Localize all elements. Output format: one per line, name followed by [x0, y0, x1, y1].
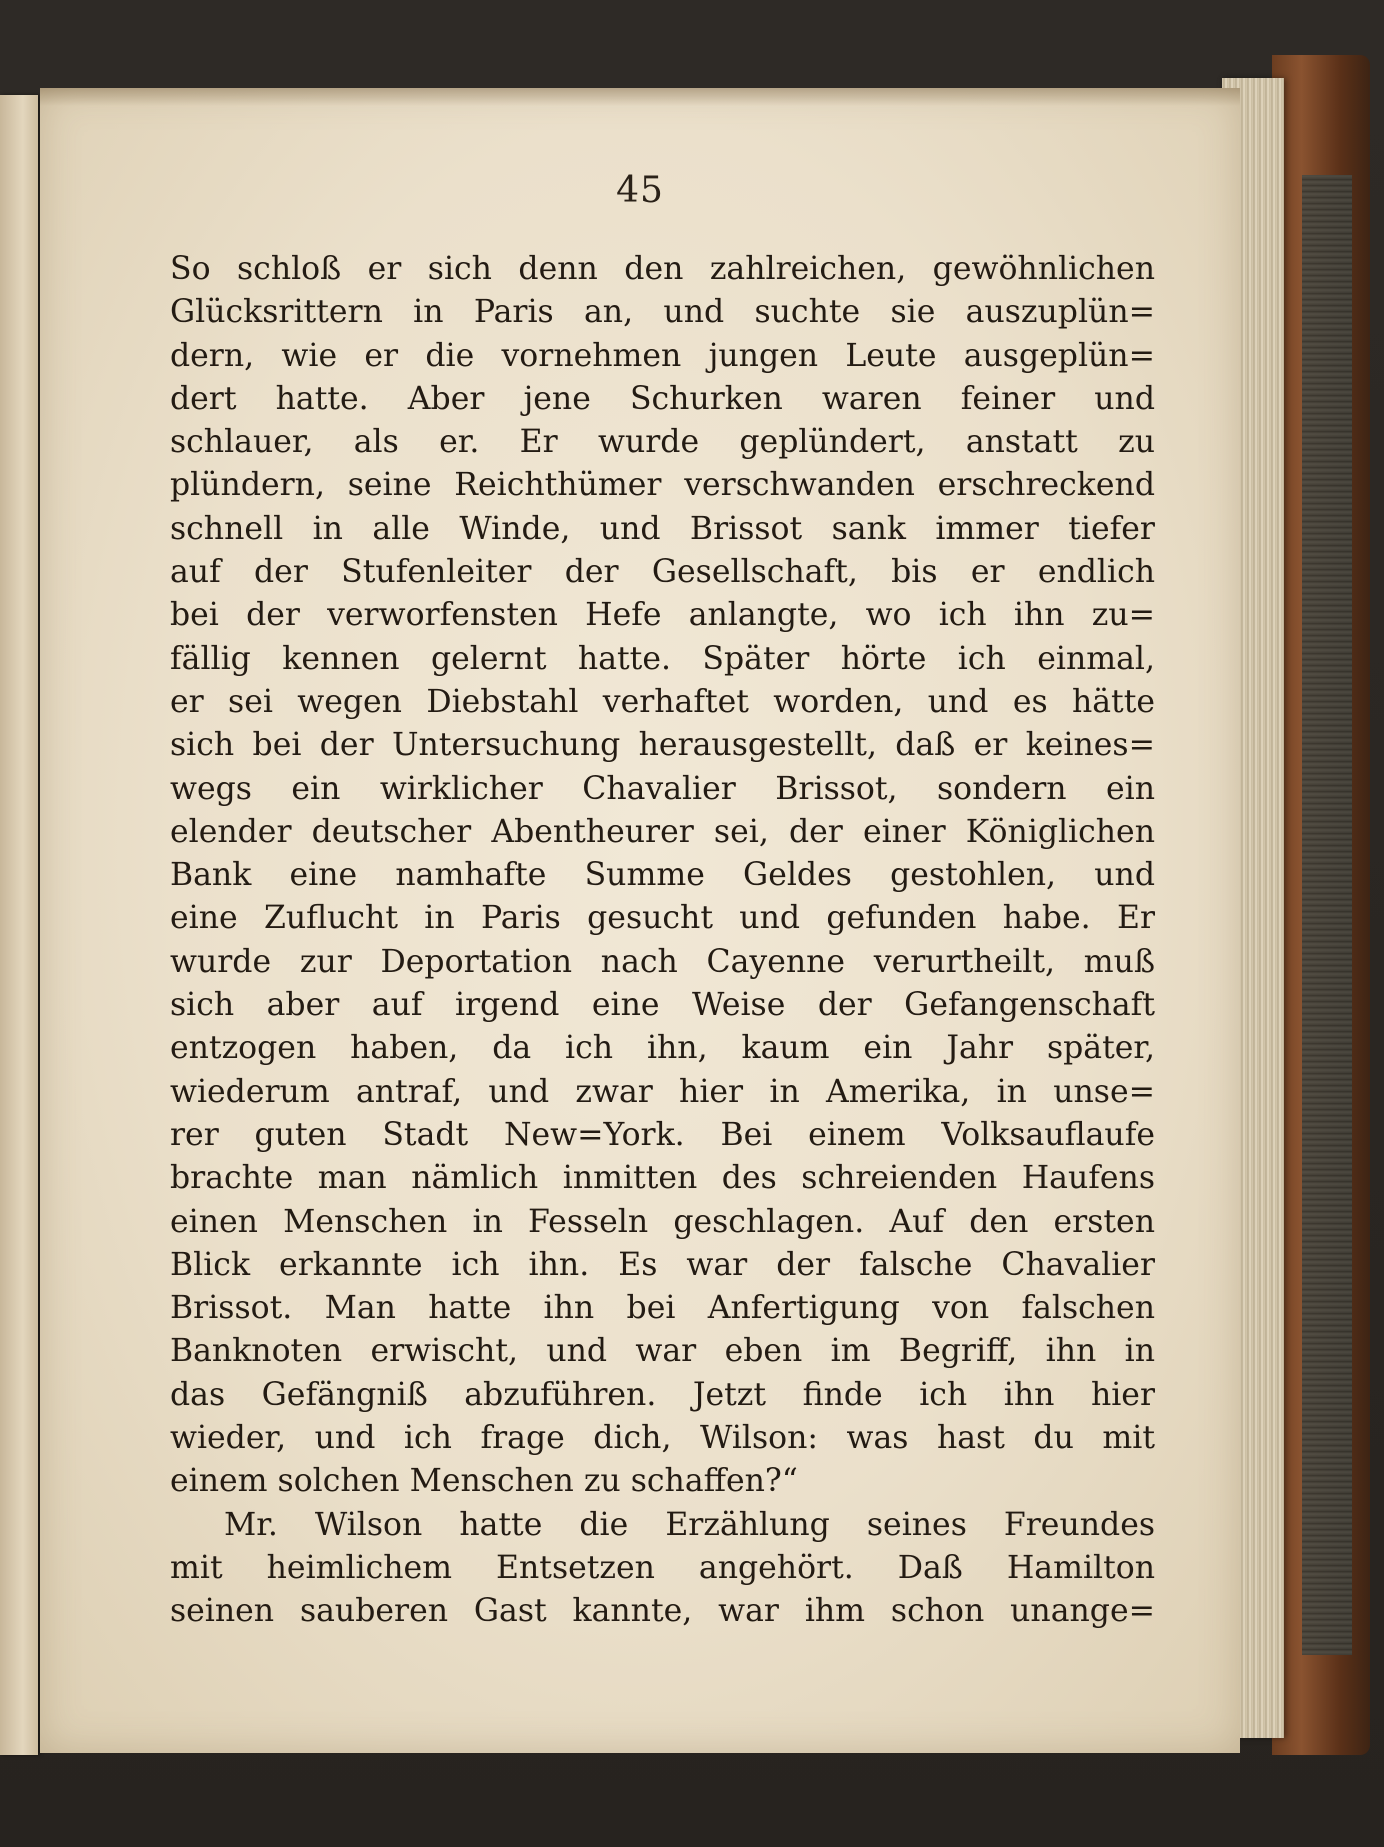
book-page — [40, 88, 1240, 1753]
text-line: elender deutscher Abentheurer sei, der einer Königlichen — [170, 813, 1155, 850]
text-line: mit heimlichem Entsetzen angehört. Daß Hamilton — [170, 1549, 1155, 1586]
text-line: wieder, und ich frage dich, Wilson: was hast du mit — [170, 1420, 1155, 1457]
text-line: Mr. Wilson hatte die Erzählung seines Freundes — [224, 1506, 1155, 1543]
text-line: schnell in alle Winde, und Brissot sank immer tiefer — [170, 510, 1155, 547]
text-line: Glücksrittern in Paris an, und suchte sie auszuplün= — [170, 294, 1155, 331]
text-line: schlauer, als er. Er wurde geplündert, anstatt zu — [170, 424, 1155, 461]
text-line: wurde zur Deportation nach Cayenne verurtheilt, muß — [170, 943, 1155, 980]
text-line: So schloß er sich denn den zahlreichen, gewöhnlichen — [170, 251, 1155, 287]
text-line: bei der verworfensten Hefe anlangte, wo ich ihn zu= — [170, 597, 1155, 634]
text-line: fällig kennen gelernt hatte. Später hörte ich einmal, — [170, 640, 1155, 677]
previous-page-edge — [0, 95, 38, 1755]
page-number: 45 — [616, 170, 664, 211]
text-line: er sei wegen Diebstahl verhaftet worden, und es hätte — [170, 683, 1155, 720]
text-line: seinen sauberen Gast kannte, war ihm schon unange= — [170, 1593, 1155, 1630]
text-line: sich aber auf irgend eine Weise der Gefangenschaft — [170, 987, 1155, 1024]
text-line: wiederum antraf, und zwar hier in Amerika, in unse= — [170, 1073, 1155, 1110]
text-line: einen Menschen in Fesseln geschlagen. Auf den ersten — [170, 1203, 1155, 1240]
text-line: dert hatte. Aber jene Schurken waren feiner und — [170, 380, 1155, 417]
text-line: sich bei der Untersuchung herausgestellt, daß er keines= — [170, 727, 1155, 764]
text-line: einem solchen Menschen zu schaffen?“ — [170, 1463, 798, 1500]
text-line: auf der Stufenleiter der Gesellschaft, bis er endlich — [170, 554, 1155, 591]
text-line: das Gefängniß abzuführen. Jetzt finde ich ihn hier — [170, 1376, 1155, 1413]
page-body-text — [170, 248, 1155, 1634]
text-line: Bank eine namhafte Summe Geldes gestohlen, und — [170, 857, 1155, 894]
text-line: wegs ein wirklicher Chavalier Brissot, sondern ein — [170, 770, 1155, 807]
book-cover-edge — [1272, 55, 1370, 1755]
text-line: dern, wie er die vornehmen jungen Leute ausgeplün= — [170, 337, 1155, 374]
text-line: Blick erkannte ich ihn. Es war der falsche Chavalier — [170, 1246, 1155, 1283]
text-line: Banknoten erwischt, und war eben im Begriff, ihn in — [170, 1333, 1155, 1370]
text-line: rer guten Stadt New=York. Bei einem Volksauflaufe — [170, 1116, 1155, 1153]
text-line: entzogen haben, da ich ihn, kaum ein Jahr später, — [170, 1030, 1155, 1067]
text-line: brachte man nämlich inmitten des schreienden Haufens — [170, 1160, 1155, 1197]
text-line: Brissot. Man hatte ihn bei Anfertigung von falschen — [170, 1290, 1155, 1327]
text-line: plündern, seine Reichthümer verschwanden erschreckend — [170, 467, 1155, 504]
text-line: eine Zuflucht in Paris gesucht und gefunden habe. Er — [170, 900, 1155, 937]
